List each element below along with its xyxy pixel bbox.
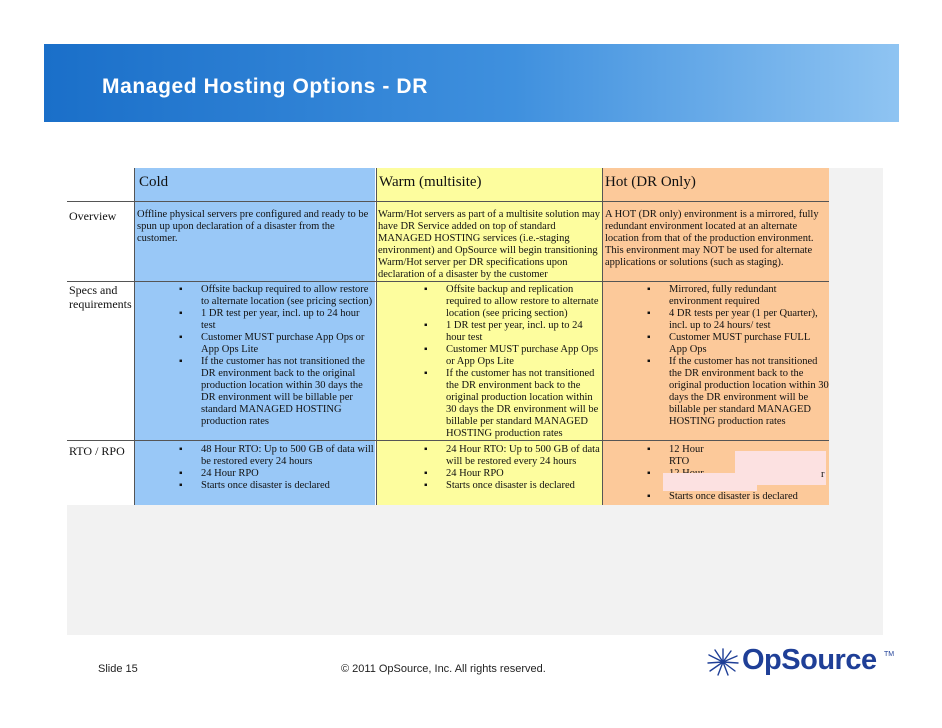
row-label-overview: Overview bbox=[69, 209, 117, 223]
specs-hot-list bbox=[645, 284, 829, 439]
list-item: ▪ Customer MUST purchase App Ops or App Ops Lite bbox=[177, 332, 374, 356]
table-rule bbox=[67, 440, 829, 441]
list-item: ▪ 1 DR test per year, incl. up to 24 hour test bbox=[177, 308, 374, 332]
stray-text: r bbox=[821, 469, 825, 480]
list-item: ▪ Starts once disaster is declared bbox=[177, 480, 374, 492]
specs-warm-list bbox=[422, 284, 600, 439]
slide-title: Managed Hosting Options - DR bbox=[102, 75, 428, 98]
overview-hot-cell: A HOT (DR only) environment is a mirrored, fully redundant environment located at an alternate location from that of the production environment. This environment may NOT be used for alternate applications or solutions (such as staging). bbox=[605, 209, 819, 268]
list-item: ▪ 1 DR test per year, incl. up to 24 hour test bbox=[422, 320, 600, 344]
rto-cold-list bbox=[177, 444, 374, 492]
row-label-specs: Specs and requirements bbox=[69, 283, 132, 311]
rto-warm-list bbox=[422, 444, 600, 492]
logo-wordmark: OpSource bbox=[742, 644, 877, 676]
redaction-block bbox=[663, 473, 757, 491]
starburst-logo-icon bbox=[706, 647, 740, 677]
title-banner bbox=[44, 44, 899, 122]
overview-warm-cell: Warm/Hot servers as part of a multisite solution may have DR Service added on top of standard MANAGED HOSTING services (i.e.-staging environment) and OpSource will begin transitioning Warm/Hot server per DR specifications upon declaration of a disaster by the customer bbox=[378, 209, 600, 280]
specs-cold-list bbox=[177, 284, 374, 436]
list-item: ▪ 4 DR tests per year (1 per Quarter), incl. up to 24 hours/ test bbox=[645, 308, 829, 332]
list-item: ▪ If the customer has not transitioned the DR environment back to the original production location within 30 days the DR environment will be billable per standard MANAGED HOSTING production rates bbox=[645, 356, 829, 428]
list-item: ▪ 48 Hour RTO: Up to 500 GB of data will be restored every 24 hours bbox=[177, 444, 374, 468]
list-item: ▪ 12 Hour RTO bbox=[645, 444, 725, 468]
list-item: ▪ Starts once disaster is declared bbox=[645, 491, 829, 503]
list-item: ▪ Customer MUST purchase FULL App Ops bbox=[645, 332, 829, 356]
column-header-cold: Cold bbox=[139, 174, 169, 190]
column-header-hot: Hot (DR Only) bbox=[605, 174, 696, 190]
overview-cold-cell: Offline physical servers pre configured and ready to be spun up upon declaration of a disaster from the customer. bbox=[137, 209, 369, 244]
list-item: ▪ Mirrored, fully redundant environment required bbox=[645, 284, 829, 308]
list-item: ▪ 24 Hour RPO bbox=[422, 468, 600, 480]
list-item: ▪ 24 Hour RPO bbox=[177, 468, 374, 480]
opsource-logo bbox=[706, 643, 896, 687]
table-rule bbox=[67, 281, 829, 282]
list-item: ▪ Offsite backup and replication required to allow restore to alternate location (see pricing section) bbox=[422, 284, 600, 320]
rto-hot-list-end bbox=[645, 491, 829, 503]
list-item: ▪ 24 Hour RTO: Up to 500 GB of data will be restored every 24 hours bbox=[422, 444, 600, 468]
slide-content-area bbox=[67, 168, 883, 635]
slide-number: Slide 15 bbox=[98, 663, 138, 675]
row-label-rto-rpo: RTO / RPO bbox=[69, 444, 125, 458]
trademark-mark: TM bbox=[884, 651, 895, 658]
column-header-warm: Warm (multisite) bbox=[379, 174, 482, 190]
list-item: ▪ If the customer has not transitioned the DR environment back to the original production location within 30 days the DR environment will be billable per standard MANAGED HOSTING production rates bbox=[422, 368, 600, 439]
list-item: ▪ Starts once disaster is declared bbox=[422, 480, 600, 492]
list-item: ▪ Customer MUST purchase App Ops or App Ops Lite bbox=[422, 344, 600, 368]
list-item: ▪ If the customer has not transitioned the DR environment back to the original production location within 30 days the DR environment will be billable per standard MANAGED HOSTING production rates bbox=[177, 356, 374, 428]
list-item: ▪ Offsite backup required to allow restore to alternate location (see pricing section) bbox=[177, 284, 374, 308]
copyright-text: © 2011 OpSource, Inc. All rights reserved. bbox=[341, 663, 546, 675]
table-rule bbox=[67, 201, 829, 202]
dr-options-table bbox=[67, 168, 829, 505]
table-divider bbox=[376, 168, 377, 505]
table-divider bbox=[134, 168, 135, 505]
